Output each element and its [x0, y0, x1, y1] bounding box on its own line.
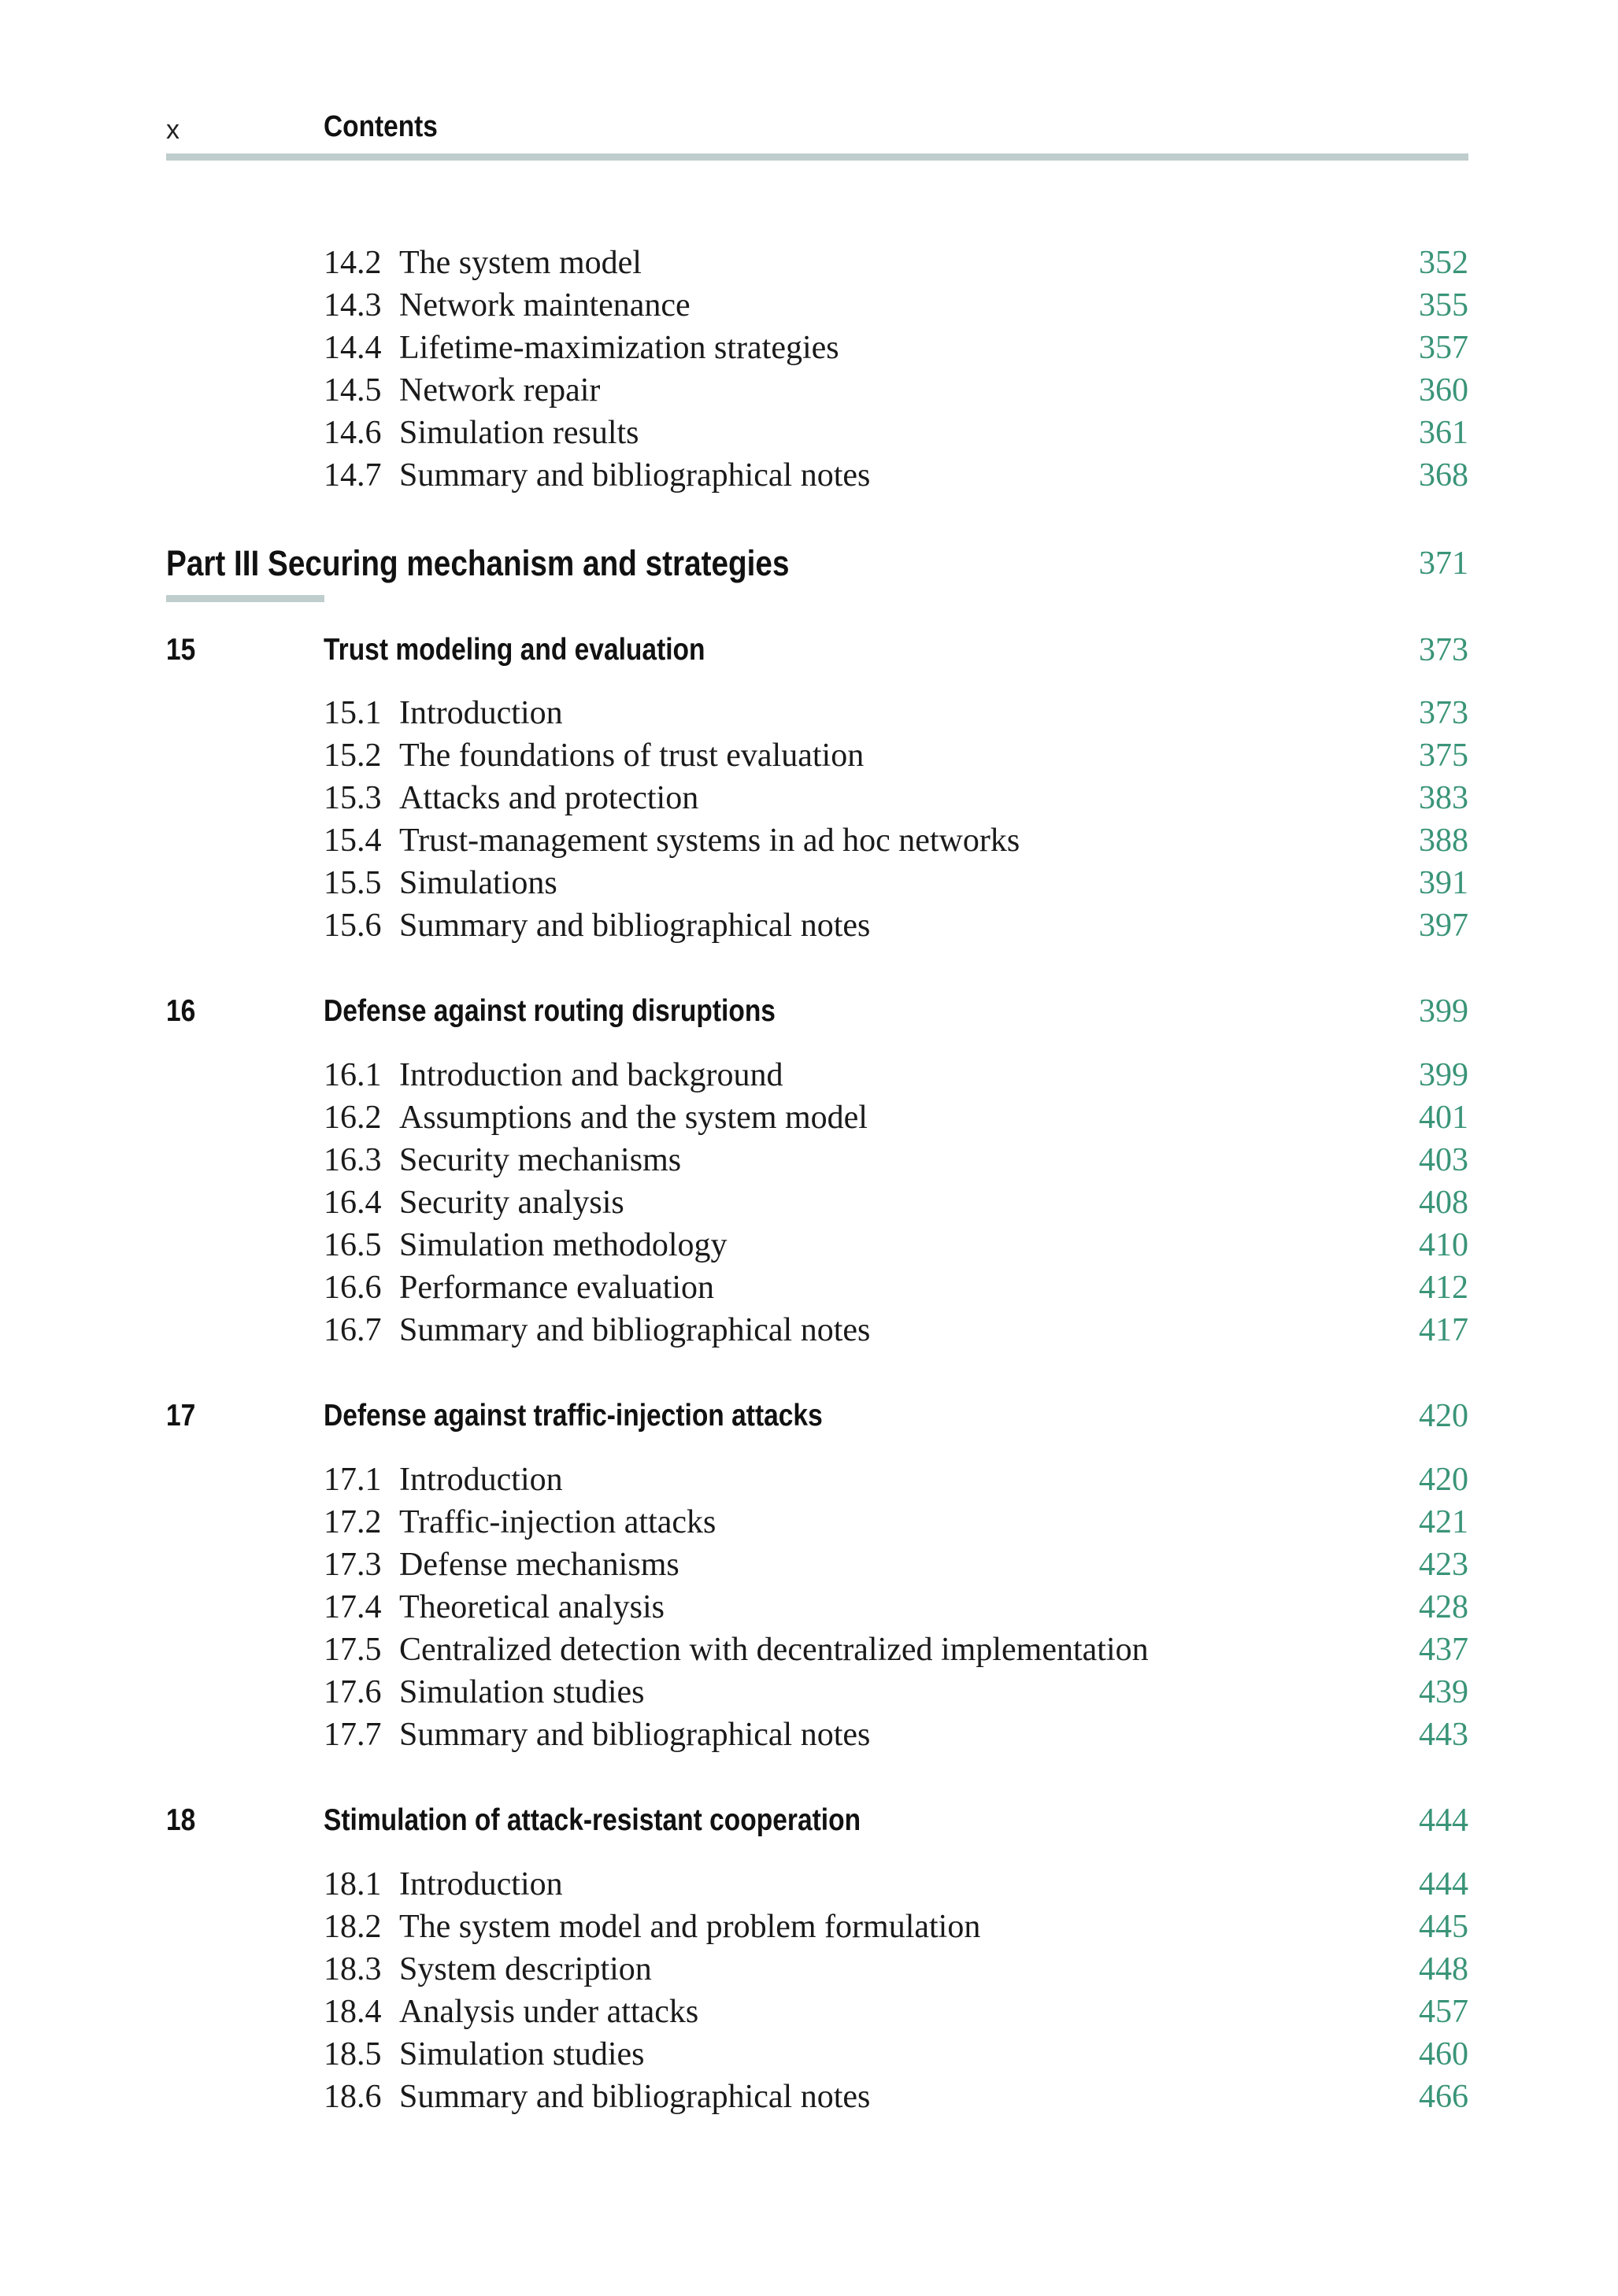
section-number: 17.3 [324, 1547, 382, 1583]
toc-chapter-row[interactable] [0, 1394, 1618, 1438]
chapter-page[interactable]: 373 [1419, 632, 1468, 668]
section-title[interactable]: Introduction and background [399, 1057, 783, 1093]
section-title[interactable]: Traffic-injection attacks [399, 1504, 716, 1540]
section-number: 16.5 [324, 1227, 382, 1263]
toc-section-row[interactable] [0, 2075, 1618, 2119]
section-page[interactable]: 423 [1419, 1547, 1468, 1583]
section-page[interactable]: 399 [1419, 1057, 1468, 1093]
section-title[interactable]: Security analysis [399, 1185, 624, 1221]
toc-chapter-row[interactable] [0, 989, 1618, 1033]
section-number: 14.5 [324, 372, 382, 409]
toc-section-row[interactable] [0, 861, 1618, 905]
toc-part-row[interactable] [0, 540, 1618, 587]
section-title[interactable]: Analysis under attacks [399, 1994, 699, 2030]
section-page[interactable]: 439 [1419, 1674, 1468, 1710]
section-title[interactable]: Summary and bibliographical notes [399, 1312, 871, 1348]
chapter-title[interactable]: Stimulation of attack-resistant cooperation [324, 1803, 861, 1837]
header-rule [166, 153, 1468, 161]
toc-section-row[interactable] [0, 1500, 1618, 1544]
toc-section-row[interactable] [0, 241, 1618, 285]
section-page[interactable]: 391 [1419, 865, 1468, 901]
chapter-page[interactable]: 420 [1419, 1398, 1468, 1434]
part-title[interactable]: Part III Securing mechanism and strategies [166, 543, 790, 583]
section-number: 16.4 [324, 1185, 382, 1221]
toc-chapter-row[interactable] [0, 628, 1618, 672]
section-number: 15.6 [324, 908, 382, 944]
section-page[interactable]: 397 [1419, 908, 1468, 944]
toc-section-row[interactable] [0, 1947, 1618, 1991]
chapter-number: 16 [166, 994, 196, 1028]
section-page[interactable]: 401 [1419, 1100, 1468, 1136]
section-title[interactable]: Theoretical analysis [399, 1589, 665, 1625]
chapter-title[interactable]: Defense against traffic-injection attacks [324, 1399, 823, 1433]
toc-section-row[interactable] [0, 411, 1618, 455]
section-page[interactable]: 388 [1419, 823, 1468, 859]
chapter-title[interactable]: Trust modeling and evaluation [324, 633, 705, 667]
section-title[interactable]: Introduction [399, 695, 563, 731]
section-title[interactable]: Summary and bibliographical notes [399, 1717, 871, 1753]
section-page[interactable]: 448 [1419, 1951, 1468, 1987]
section-number: 14.7 [324, 457, 382, 494]
section-page[interactable]: 421 [1419, 1504, 1468, 1540]
section-number: 17.5 [324, 1632, 382, 1668]
section-number: 16.2 [324, 1100, 382, 1136]
section-title[interactable]: Defense mechanisms [399, 1547, 679, 1583]
section-number: 17.7 [324, 1717, 382, 1753]
section-title[interactable]: Assumptions and the system model [399, 1100, 868, 1136]
section-number: 15.1 [324, 695, 382, 731]
section-page[interactable]: 383 [1419, 780, 1468, 816]
section-title[interactable]: Security mechanisms [399, 1142, 682, 1178]
part-rule [166, 595, 324, 602]
section-title[interactable]: Trust-management systems in ad hoc networks [399, 823, 1020, 859]
toc-section-row[interactable] [0, 1713, 1618, 1757]
section-number: 14.3 [324, 287, 382, 324]
section-page[interactable]: 420 [1419, 1462, 1468, 1498]
section-number: 14.6 [324, 415, 382, 451]
page-number: x [166, 115, 180, 145]
section-number: 16.6 [324, 1270, 382, 1306]
section-page[interactable]: 403 [1419, 1142, 1468, 1178]
toc-section-row[interactable] [0, 691, 1618, 735]
section-title[interactable]: Summary and bibliographical notes [399, 908, 871, 944]
section-page[interactable]: 412 [1419, 1270, 1468, 1306]
section-number: 18.6 [324, 2079, 382, 2115]
section-page[interactable]: 443 [1419, 1717, 1468, 1753]
section-title[interactable]: Attacks and protection [399, 780, 699, 816]
toc-section-row[interactable] [0, 1905, 1618, 1949]
toc-section-row[interactable] [0, 1053, 1618, 1097]
toc-section-row[interactable] [0, 734, 1618, 778]
section-title[interactable]: Simulation methodology [399, 1227, 728, 1263]
section-number: 18.4 [324, 1994, 382, 2030]
section-page[interactable]: 417 [1419, 1312, 1468, 1348]
chapter-page[interactable]: 399 [1419, 993, 1468, 1030]
section-page[interactable]: 457 [1419, 1994, 1468, 2030]
toc-section-row[interactable] [0, 1181, 1618, 1225]
section-number: 15.4 [324, 823, 382, 859]
section-number: 18.1 [324, 1866, 382, 1902]
toc-chapter-row[interactable] [0, 1799, 1618, 1843]
section-title[interactable]: Network maintenance [399, 287, 691, 324]
chapter-page[interactable]: 444 [1419, 1802, 1468, 1839]
section-page[interactable]: 408 [1419, 1185, 1468, 1221]
toc-section-row[interactable] [0, 904, 1618, 948]
toc-section-row[interactable] [0, 1990, 1618, 2034]
toc-section-row[interactable] [0, 1628, 1618, 1672]
section-page[interactable]: 355 [1419, 287, 1468, 324]
toc-section-row[interactable] [0, 776, 1618, 820]
section-title[interactable]: Lifetime-maximization strategies [399, 330, 839, 366]
toc-section-row[interactable] [0, 326, 1618, 370]
section-number: 15.5 [324, 865, 382, 901]
section-title[interactable]: Simulation studies [399, 1674, 645, 1710]
section-title[interactable]: Simulation results [399, 415, 639, 451]
section-number: 18.2 [324, 1909, 382, 1945]
section-page[interactable]: 460 [1419, 2036, 1468, 2072]
chapter-title[interactable]: Defense against routing disruptions [324, 994, 776, 1028]
section-number: 16.7 [324, 1312, 382, 1348]
section-title[interactable]: The system model [399, 245, 642, 281]
section-title[interactable]: Introduction [399, 1462, 563, 1498]
toc-section-row[interactable] [0, 1223, 1618, 1267]
section-number: 14.4 [324, 330, 382, 366]
section-title[interactable]: Summary and bibliographical notes [399, 457, 871, 494]
section-page[interactable]: 360 [1419, 372, 1468, 409]
section-number: 16.1 [324, 1057, 382, 1093]
part-page[interactable]: 371 [1419, 545, 1468, 582]
toc-section-row[interactable] [0, 1308, 1618, 1352]
section-page[interactable]: 444 [1419, 1866, 1468, 1902]
section-title[interactable]: Centralized detection with decentralized implementation [399, 1632, 1149, 1668]
section-page[interactable]: 437 [1419, 1632, 1468, 1668]
section-number: 18.5 [324, 2036, 382, 2072]
section-page[interactable]: 368 [1419, 457, 1468, 494]
section-title[interactable]: The system model and problem formulation [399, 1909, 981, 1945]
section-number: 15.3 [324, 780, 382, 816]
page-title: Contents [324, 110, 438, 143]
section-title[interactable]: Simulations [399, 865, 557, 901]
section-number: 16.3 [324, 1142, 382, 1178]
toc-section-row[interactable] [0, 819, 1618, 863]
section-page[interactable]: 373 [1419, 695, 1468, 731]
toc-section-row[interactable] [0, 2032, 1618, 2076]
section-page[interactable]: 352 [1419, 245, 1468, 281]
toc-section-row[interactable] [0, 1458, 1618, 1502]
section-page[interactable]: 361 [1419, 415, 1468, 451]
toc-section-row[interactable] [0, 1585, 1618, 1629]
section-page[interactable]: 428 [1419, 1589, 1468, 1625]
section-title[interactable]: Network repair [399, 372, 601, 409]
section-title[interactable]: The foundations of trust evaluation [399, 738, 865, 774]
section-title[interactable]: Simulation studies [399, 2036, 645, 2072]
section-title[interactable]: Performance evaluation [399, 1270, 714, 1306]
section-number: 18.3 [324, 1951, 382, 1987]
section-page[interactable]: 445 [1419, 1909, 1468, 1945]
toc-section-row[interactable] [0, 1862, 1618, 1906]
section-number: 17.2 [324, 1504, 382, 1540]
toc-section-row[interactable] [0, 1138, 1618, 1182]
section-page[interactable]: 410 [1419, 1227, 1468, 1263]
section-title[interactable]: Summary and bibliographical notes [399, 2079, 871, 2115]
section-title[interactable]: Introduction [399, 1866, 563, 1902]
toc-section-row[interactable] [0, 283, 1618, 327]
section-number: 17.6 [324, 1674, 382, 1710]
toc-section-row[interactable] [0, 1266, 1618, 1310]
chapter-number: 18 [166, 1803, 196, 1837]
section-number: 14.2 [324, 245, 382, 281]
section-number: 15.2 [324, 738, 382, 774]
toc-section-row[interactable] [0, 453, 1618, 497]
section-number: 17.1 [324, 1462, 382, 1498]
toc-section-row[interactable] [0, 1670, 1618, 1714]
toc-section-row[interactable] [0, 1543, 1618, 1587]
section-page[interactable]: 357 [1419, 330, 1468, 366]
toc-section-row[interactable] [0, 368, 1618, 412]
chapter-number: 15 [166, 633, 196, 667]
section-page[interactable]: 375 [1419, 738, 1468, 774]
chapter-number: 17 [166, 1399, 196, 1433]
section-page[interactable]: 466 [1419, 2079, 1468, 2115]
section-number: 17.4 [324, 1589, 382, 1625]
toc-section-row[interactable] [0, 1096, 1618, 1140]
section-title[interactable]: System description [399, 1951, 652, 1987]
